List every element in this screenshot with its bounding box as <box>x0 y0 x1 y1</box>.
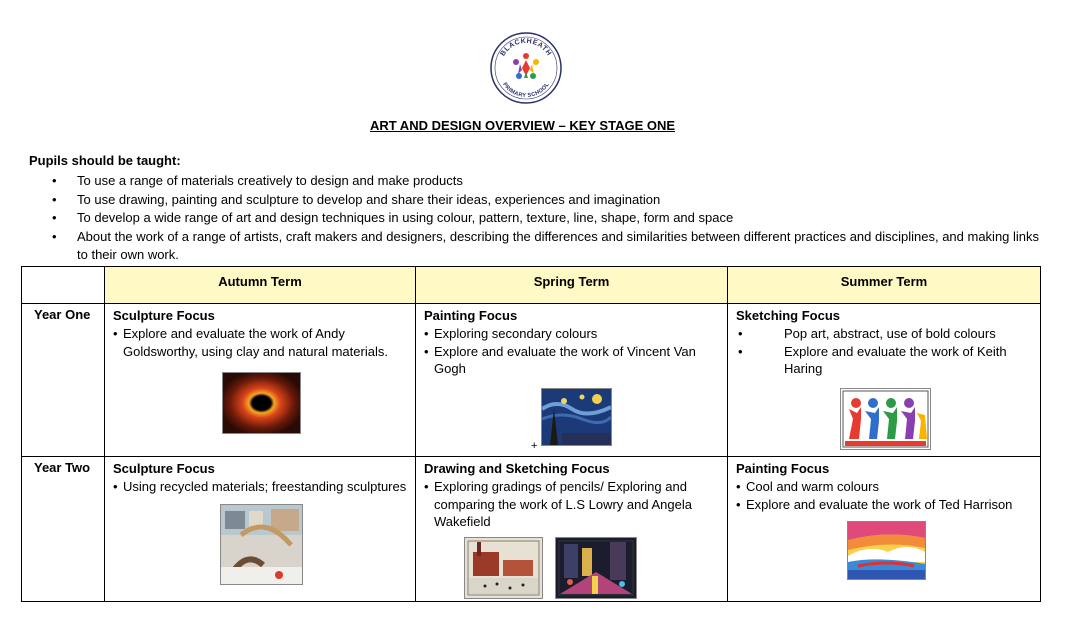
intro-heading: Pupils should be taught: <box>29 153 181 168</box>
year-two-autumn-cell <box>105 457 416 602</box>
aim-item: • To use a range of materials creatively to design and make products <box>52 172 1052 191</box>
focus-title: Sculpture Focus <box>113 461 215 476</box>
focus-title: Sculpture Focus <box>113 308 215 323</box>
year-one-label: Year One <box>22 304 105 457</box>
header-autumn: Autumn Term <box>105 267 416 304</box>
point-item: • Using recycled materials; freestanding sculptures <box>113 478 407 496</box>
clay-ring-artwork-image <box>222 372 301 434</box>
overview-table <box>21 266 1041 602</box>
logo-top-text: BLACKHEATH <box>499 37 553 58</box>
school-logo <box>490 32 562 104</box>
point-item: • Exploring secondary colours <box>424 325 719 343</box>
point-item: • Pop art, abstract, use of bold colours <box>736 325 1032 343</box>
point-item: • Cool and warm colours <box>736 478 1032 496</box>
logo-bottom-text: PRIMARY SCHOOL <box>501 81 551 100</box>
header-spring: Spring Term <box>416 267 728 304</box>
ted-harrison-landscape-image <box>847 521 926 580</box>
header-summer: Summer Term <box>728 267 1041 304</box>
plus-marker: + <box>531 440 538 452</box>
year-one-summer-cell <box>728 304 1041 457</box>
lowry-mill-painting-image <box>464 537 543 599</box>
keith-haring-dancers-image <box>840 388 931 450</box>
aim-item: • To use drawing, painting and sculpture to develop and share their ideas, experiences and imagination <box>52 191 1052 210</box>
point-item: • Explore and evaluate the work of Andy Goldsworthy, using clay and natural materials. <box>113 325 407 360</box>
point-item: • Explore and evaluate the work of Vincent Van Gogh <box>424 343 719 378</box>
year-one-autumn-cell <box>105 304 416 457</box>
year-one-spring-cell <box>416 304 728 457</box>
aim-item: • About the work of a range of artists, craft makers and designers, describing the differences and similarities between different practices and disciplines, and making links to their own work. <box>52 228 1052 265</box>
year-two-spring-cell <box>416 457 728 602</box>
focus-title: Painting Focus <box>424 308 518 323</box>
starry-night-painting-image <box>541 388 612 446</box>
point-item: • Exploring gradings of pencils/ Exploring and comparing the work of L.S Lowry and Angela Wakefield <box>424 478 719 531</box>
focus-title: Drawing and Sketching Focus <box>424 461 610 476</box>
aim-item: • To develop a wide range of art and design techniques in using colour, pattern, texture, line, shape, form and space <box>52 209 1052 228</box>
aims-list <box>52 172 1052 265</box>
document-title: ART AND DESIGN OVERVIEW – KEY STAGE ONE <box>369 118 676 133</box>
point-item: • Explore and evaluate the work of Keith Haring <box>736 343 1032 378</box>
recycled-sculpture-photo-image <box>220 504 303 585</box>
year-two-summer-cell <box>728 457 1041 602</box>
city-night-painting-image <box>555 537 637 599</box>
focus-title: Painting Focus <box>736 461 830 476</box>
year-two-label: Year Two <box>22 457 105 602</box>
point-item: • Explore and evaluate the work of Ted Harrison <box>736 496 1032 514</box>
focus-title: Sketching Focus <box>736 308 841 323</box>
header-blank-cell <box>22 267 105 304</box>
